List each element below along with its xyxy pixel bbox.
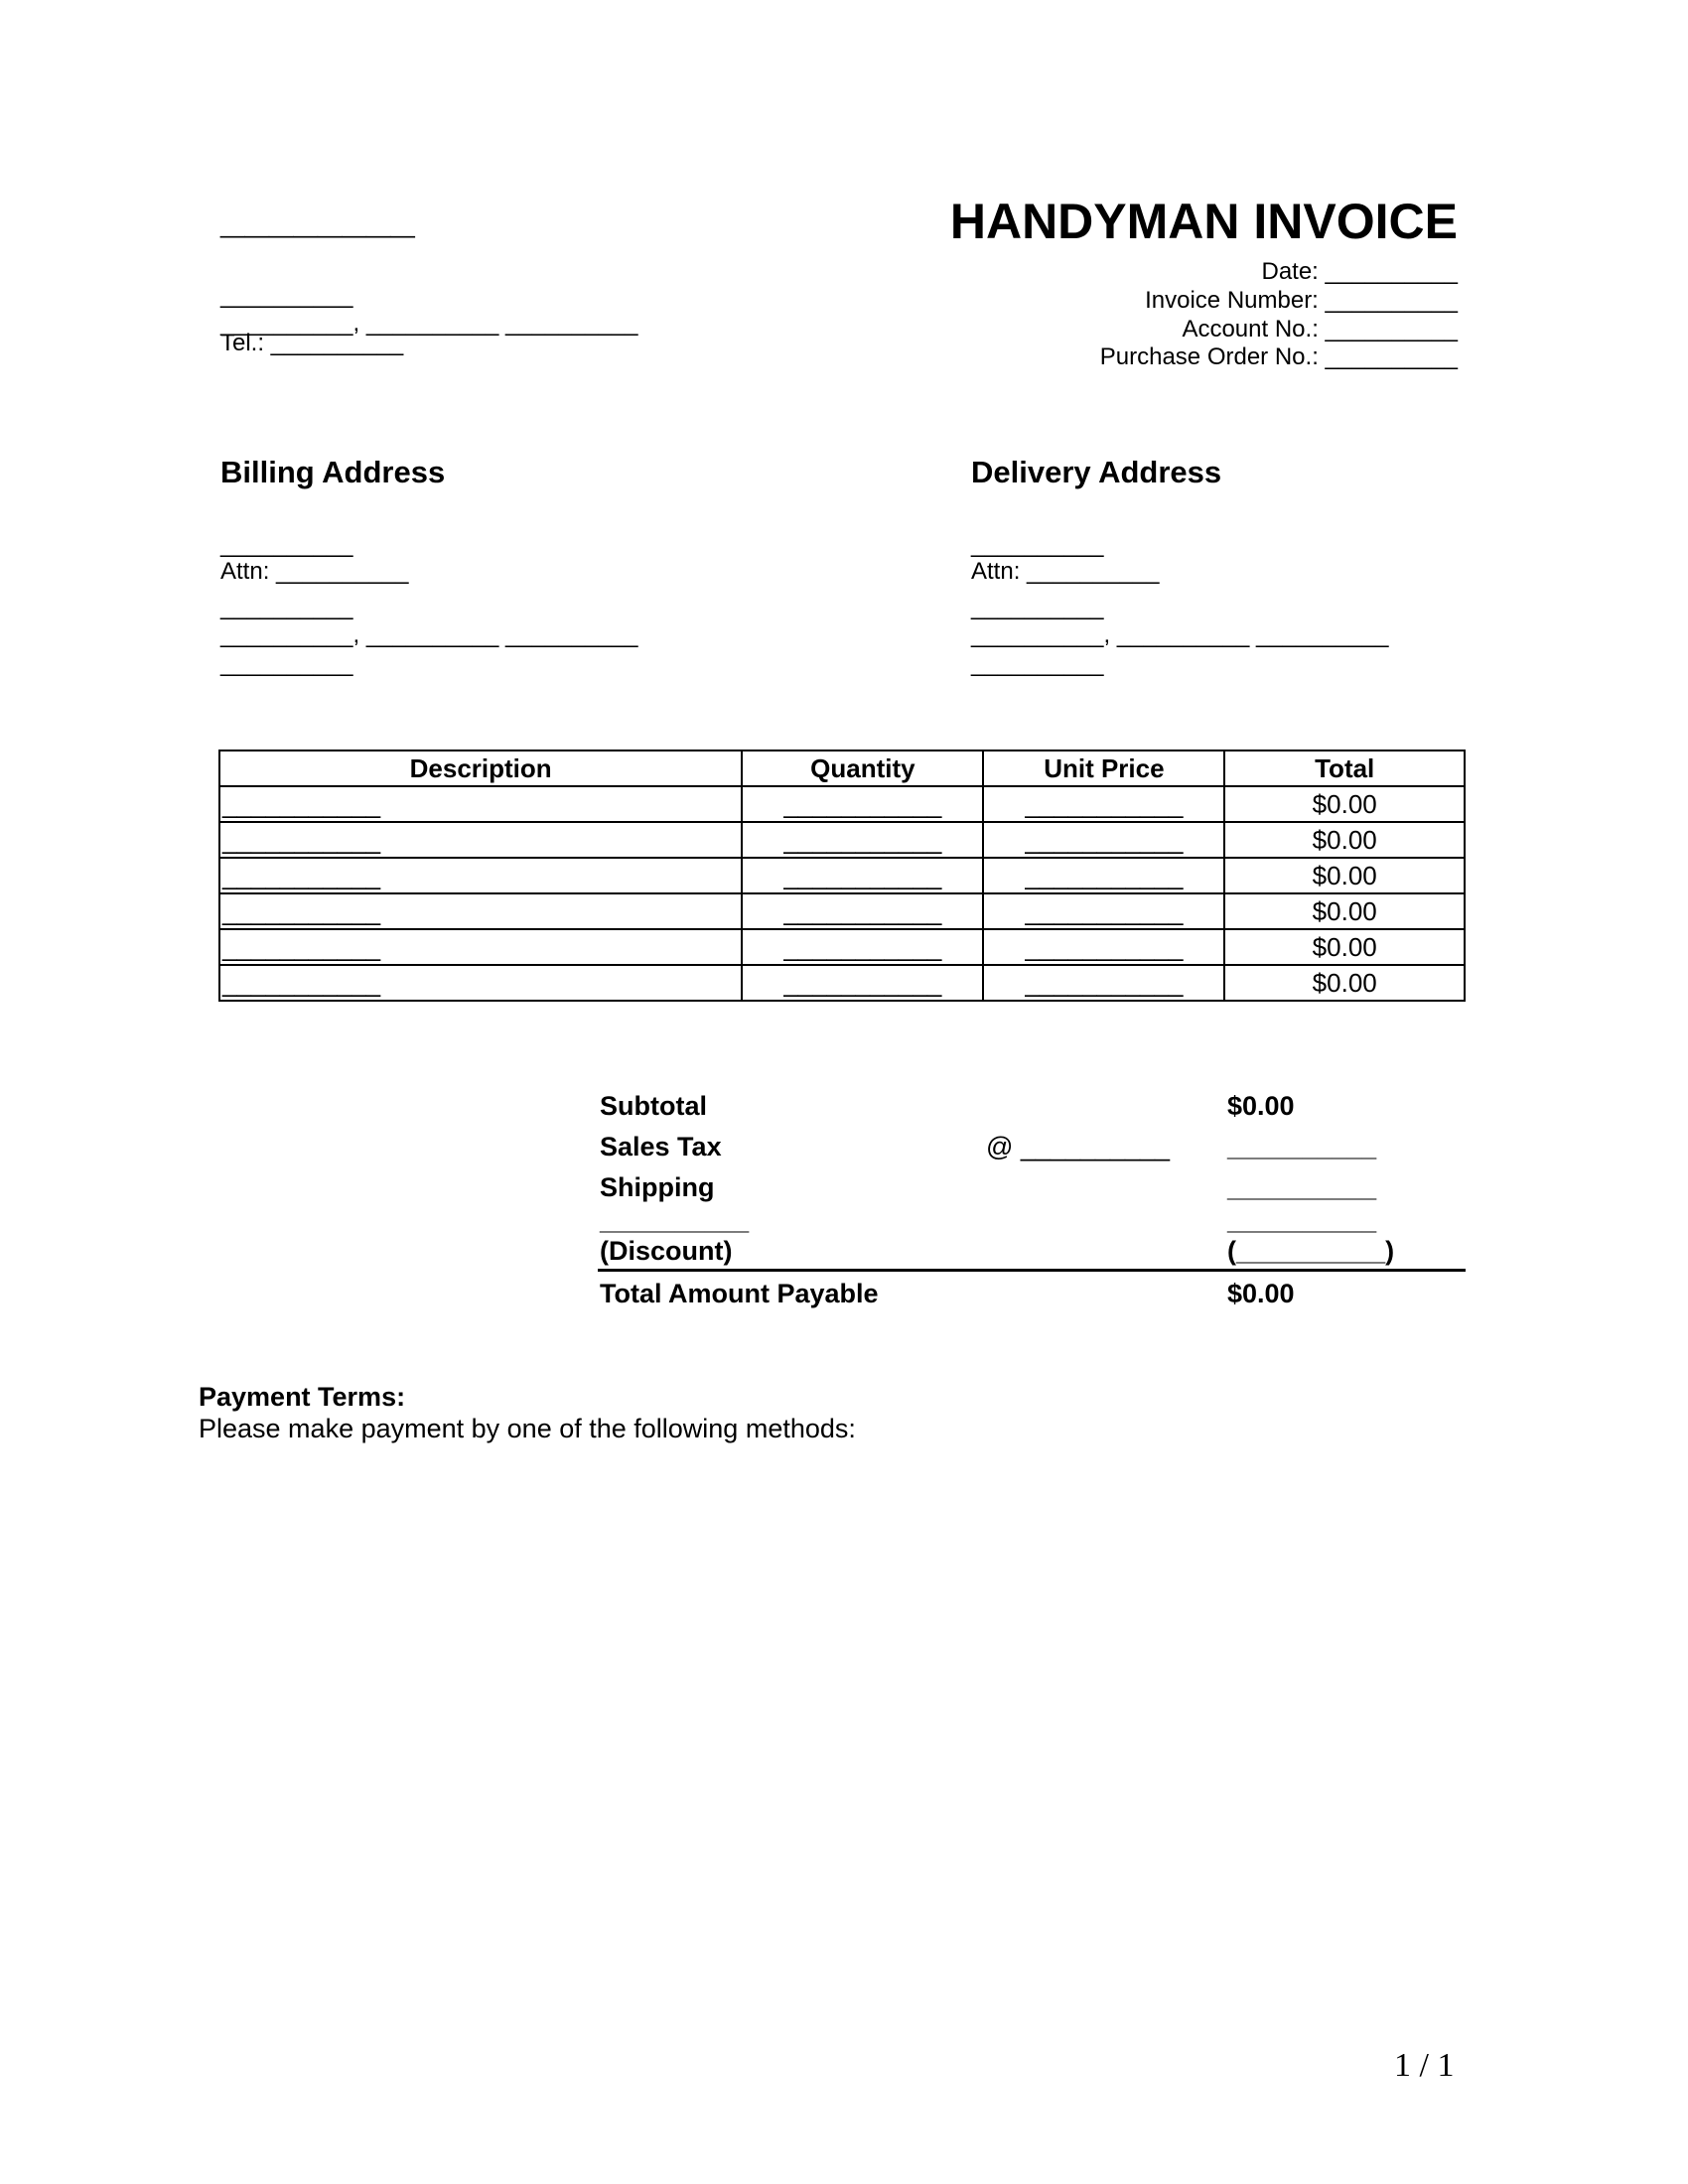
delivery-address-heading: Delivery Address: [971, 455, 1222, 489]
discount-label: (Discount): [600, 1236, 733, 1266]
subtotal-label: Subtotal: [600, 1091, 707, 1121]
header-unit-price: Unit Price: [983, 751, 1224, 786]
billing-street: __________: [220, 594, 353, 620]
account-number: Account No.: __________: [1182, 316, 1458, 342]
payment-terms-text: Please make payment by one of the following methods:: [199, 1414, 856, 1443]
header-description: Description: [219, 751, 742, 786]
shipping-label: Shipping: [600, 1172, 715, 1202]
purchase-order-number: Purchase Order No.: __________: [1099, 343, 1458, 370]
sales-tax-label: Sales Tax: [600, 1132, 722, 1161]
table-row: [219, 822, 1465, 858]
item-unit-price: ___________: [983, 965, 1224, 1001]
billing-name: __________: [220, 531, 353, 558]
payment-terms-heading: Payment Terms:: [199, 1382, 406, 1412]
sender-city-state-zip: __________, __________ __________: [220, 310, 638, 337]
delivery-city-state-zip: __________, __________ __________: [971, 621, 1389, 648]
item-total: $0.00: [1224, 929, 1465, 965]
item-quantity: ___________: [742, 965, 983, 1001]
item-unit-price: ___________: [983, 929, 1224, 965]
delivery-name: __________: [971, 531, 1104, 558]
item-quantity: ___________: [742, 786, 983, 822]
item-total: $0.00: [1224, 822, 1465, 858]
item-total: $0.00: [1224, 858, 1465, 893]
item-unit-price: ___________: [983, 858, 1224, 893]
sales-tax-value: __________: [1227, 1132, 1377, 1161]
header-total: Total: [1224, 751, 1465, 786]
item-total: $0.00: [1224, 893, 1465, 929]
sender-address-line: __________: [220, 282, 353, 309]
custom-charge-value: __________: [1227, 1205, 1377, 1235]
delivery-country: __________: [971, 650, 1104, 677]
invoice-number: Invoice Number: __________: [1145, 287, 1458, 314]
item-description: ___________: [219, 786, 742, 822]
billing-attn: Attn: __________: [220, 558, 409, 585]
item-quantity: ___________: [742, 929, 983, 965]
table-row: [219, 893, 1465, 929]
item-description: ___________: [219, 822, 742, 858]
billing-country: __________: [220, 650, 353, 677]
table-row: [219, 965, 1465, 1001]
discount-value: (__________): [1227, 1236, 1395, 1266]
billing-address-heading: Billing Address: [220, 455, 446, 489]
delivery-attn: Attn: __________: [971, 558, 1160, 585]
item-quantity: ___________: [742, 858, 983, 893]
custom-charge-label: __________: [600, 1205, 750, 1235]
shipping-value: __________: [1227, 1172, 1377, 1202]
sales-tax-rate: @ __________: [986, 1132, 1171, 1161]
item-unit-price: ___________: [983, 893, 1224, 929]
invoice-title: HANDYMAN INVOICE: [949, 194, 1458, 249]
item-description: ___________: [219, 893, 742, 929]
item-description: ___________: [219, 965, 742, 1001]
header-quantity: Quantity: [742, 751, 983, 786]
table-row: [219, 929, 1465, 965]
table-header-row: [219, 751, 1465, 786]
item-unit-price: ___________: [983, 786, 1224, 822]
invoice-date: Date: __________: [1261, 258, 1458, 285]
page-number: 1 / 1: [1394, 2047, 1455, 2084]
item-unit-price: ___________: [983, 822, 1224, 858]
sender-tel: Tel.: __________: [220, 330, 404, 356]
item-total: $0.00: [1224, 965, 1465, 1001]
item-description: ___________: [219, 929, 742, 965]
total-amount-value: $0.00: [1227, 1279, 1295, 1308]
item-quantity: ___________: [742, 893, 983, 929]
item-total: $0.00: [1224, 786, 1465, 822]
item-quantity: ___________: [742, 822, 983, 858]
line-items-table: [218, 750, 1466, 1002]
table-row: [219, 786, 1465, 822]
delivery-street: __________: [971, 594, 1104, 620]
billing-city-state-zip: __________, __________ __________: [220, 621, 638, 648]
subtotal-value: $0.00: [1227, 1091, 1295, 1121]
total-amount-label: Total Amount Payable: [600, 1279, 879, 1308]
table-row: [219, 858, 1465, 893]
company-name: ________: [220, 194, 415, 242]
totals-divider: [598, 1269, 1466, 1272]
item-description: ___________: [219, 858, 742, 893]
